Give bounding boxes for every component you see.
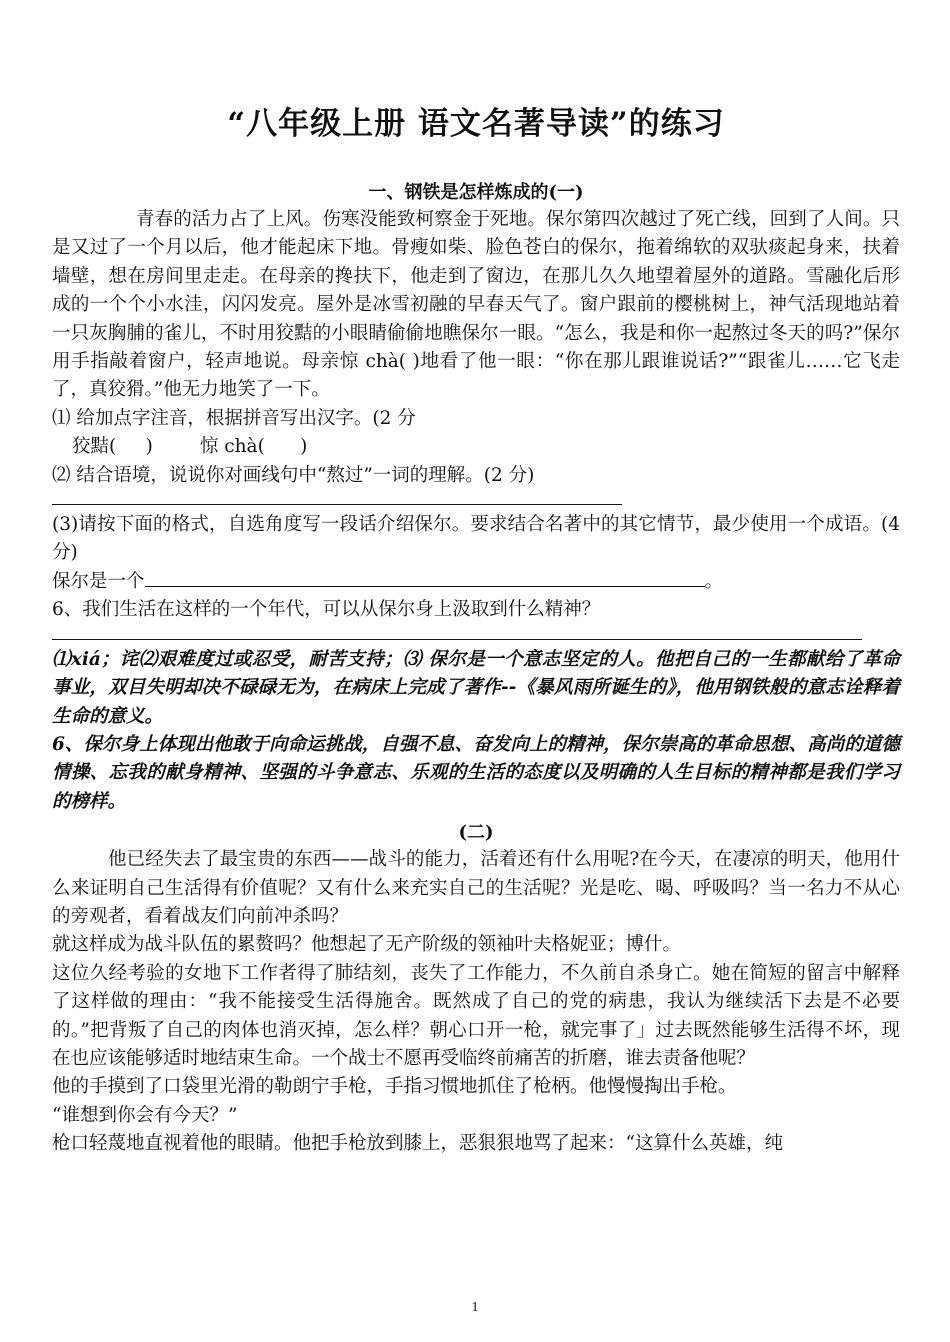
passage-paragraph: 青春的活力占了上风。伤寒没能致柯察金于死地。保尔第四次越过了死亡线，回到了人间。只是又过了一个月以后，他才能起床下地。骨瘦如柴、脸色苍白的保尔，拖着绵软的双驮痰起身来，扶着墙壁，想在房间里走走。在母亲的搀扶下，他走到了窗边，在那儿久久地望着屋外的道路。雪融化后形成的一个个小水洼，闪闪发亮。屋外是冰雪初融的早春天气了。窗户跟前的樱桃树上，神气活现地站着一只灰胸脯的雀儿，不时用狡黠的小眼睛偷偷地瞧保尔一眼。“怎么，我是和你一起熬过冬天的吗?”保尔用手指敲着窗户，轻声地说。母亲惊 chà( )地看了他一眼：“你在那儿跟谁说话?”“跟雀儿……它飞走了，真狡猾。”他无力地笑了一下。 — [52, 209, 900, 401]
answer-blank-line-2 — [52, 490, 622, 505]
answer-blank-line-3 — [145, 568, 705, 587]
question-1-items — [52, 433, 900, 461]
passage-2-paragraph-1: 他已经失去了最宝贵的东西——战斗的能力，活着还有什么用呢?在今天，在凄凉的明天，他用什么来证明自己生活得有价值呢？又有什么来充实自己的生活呢？光是吃、喝、呼吸吗？当一名力不从心的旁观者，看着战友们向前冲杀吗？ — [52, 849, 900, 927]
answer-key-2: 6、保尔身上体现出他敢于向命运挑战，自强不息、奋发向上的精神，保尔崇高的革命思想、高尚的道德情操、忘我的献身精神、坚强的斗争意志、乐观的生活的态度以及明确的人生目标的精神都是我们学习的榜样。 — [52, 733, 900, 812]
answer-blank-line-6 — [52, 625, 862, 640]
question-3-suffix: 。 — [704, 570, 724, 592]
passage-2-paragraph-5: “谁想到你会有今天？” — [52, 1104, 238, 1126]
question-3-prefix: 保尔是一个 — [52, 570, 145, 592]
question-1-items-text: 狡黠( ) 惊 chà( ) — [72, 436, 308, 458]
document-title: “八年级上册 语文名著导读”的练习 — [227, 106, 725, 142]
question-2: ⑵ 结合语境，说说你对画线句中“熬过”一词的理解。(2 分) — [52, 464, 535, 486]
section-heading-1: 一、钢铁是怎样炼成的(一) — [368, 182, 584, 203]
question-3-template — [52, 568, 900, 596]
page-number: 1 — [471, 1300, 479, 1315]
question-3: (3)请按下面的格式，自选角度写一段话介绍保尔。要求结合名著中的其它情节，最少使用一个成语。(4 分) — [52, 514, 900, 564]
answer-key-1: ⑴xiá；诧⑵艰难度过或忍受，耐苦支持；⑶ 保尔是一个意志坚定的人。他把自己的一生都献给了革命事业，双目失明却决不碌碌无为，在病床上完成了著作--《暴风雨所诞生的》，他用钢铁般的意志诠释着生命的意义。 — [52, 648, 900, 727]
section-heading-2: (二) — [458, 822, 494, 844]
passage-2-paragraph-4: 他的手摸到了口袋里光滑的勒朗宁手枪，手指习惯地抓住了枪柄。他慢慢掏出手枪。 — [52, 1076, 737, 1098]
document-page — [52, 100, 900, 1159]
question-1: ⑴ 给加点字注音，根据拼音写出汉字。(2 分 — [52, 407, 416, 429]
question-6: 6、我们生活在这样的一个年代，可以从保尔身上汲取到什么精神？ — [52, 599, 601, 621]
passage-2-paragraph-3: 这位久经考验的女地下工作者得了肺结刻，丧失了工作能力，不久前自杀身亡。她在简短的留言中解释了这样做的理由：“我不能接受生活得施舍。既然成了自己的党的病患，我认为继续活下去是不必要的。”把背叛了自己的肉体也消灭掉，怎么样？朝心口开一枪，就完事了」过去既然能够生活得不坏，现在也应该能够适时地结束生命。一个战士不愿再受临终前痛苦的折磨，谁去责备他呢？ — [52, 962, 900, 1069]
passage-2-paragraph-6: 枪口轻蔑地直视着他的眼睛。他把手枪放到膝上，恶狠狠地骂了起来：“这算什么英雄，纯 — [52, 1133, 783, 1155]
passage-2-paragraph-2: 就这样成为战斗队伍的累赘吗？他想起了无产阶级的领袖叶夫格妮亚；博什。 — [52, 934, 682, 956]
